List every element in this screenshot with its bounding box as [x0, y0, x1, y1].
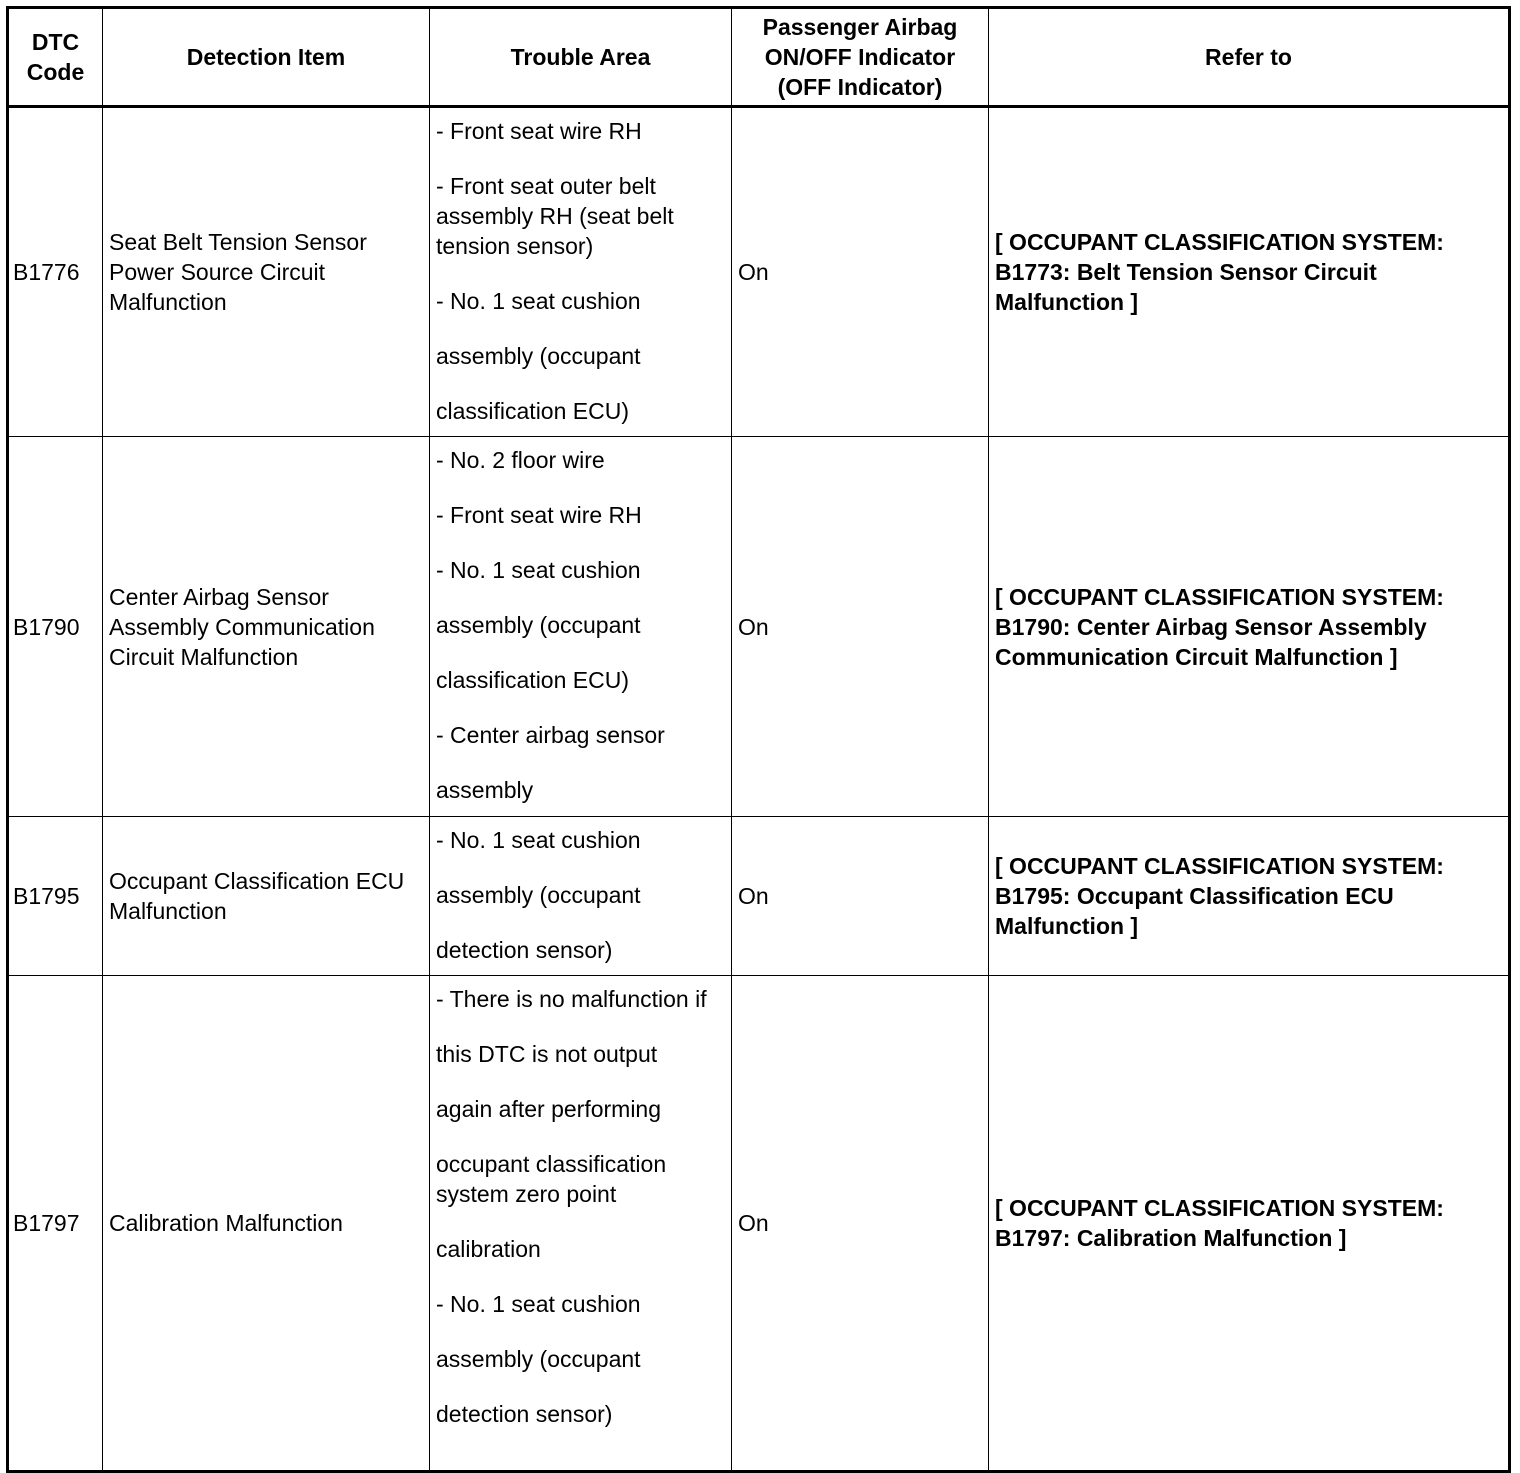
table-row [8, 107, 1510, 437]
header-indicator: Passenger Airbag ON/OFF Indicator (OFF Indicator) [732, 8, 989, 107]
header-detection-item: Detection Item [103, 8, 430, 107]
refer-to-link[interactable]: [ OCCUPANT CLASSIFICATION SYSTEM: B1795: Occupant Classification ECU Malfunction ] [989, 817, 1510, 976]
detection-item: Center Airbag Sensor Assembly Communication Circuit Malfunction [103, 437, 430, 817]
trouble-line: - No. 1 seat cushion [436, 288, 641, 314]
trouble-line: - Front seat wire RH [436, 502, 642, 528]
trouble-line: this DTC is not output [436, 1041, 658, 1067]
trouble-line: - Front seat outer belt assembly RH (seat belt tension sensor) [436, 173, 674, 259]
trouble-line: - No. 1 seat cushion [436, 827, 641, 853]
trouble-line: detection sensor) [436, 1401, 613, 1427]
dtc-code: B1790 [8, 437, 103, 817]
trouble-line: - Center airbag sensor [436, 722, 665, 748]
trouble-area [430, 976, 732, 1472]
trouble-area [430, 107, 732, 437]
trouble-area [430, 437, 732, 817]
header-trouble-area: Trouble Area [430, 8, 732, 107]
trouble-line: - Front seat wire RH [436, 118, 642, 144]
trouble-line: detection sensor) [436, 937, 613, 963]
refer-to-link[interactable]: [ OCCUPANT CLASSIFICATION SYSTEM: B1790: Center Airbag Sensor Assembly Communication Circuit Malfunction ] [989, 437, 1510, 817]
dtc-code: B1797 [8, 976, 103, 1472]
refer-to-link[interactable]: [ OCCUPANT CLASSIFICATION SYSTEM: B1797: Calibration Malfunction ] [989, 976, 1510, 1472]
trouble-area [430, 817, 732, 976]
header-refer-to: Refer to [989, 8, 1510, 107]
trouble-line: - No. 1 seat cushion [436, 557, 641, 583]
indicator-state: On [732, 817, 989, 976]
trouble-line: assembly (occupant [436, 1346, 641, 1372]
trouble-line: - No. 1 seat cushion [436, 1291, 641, 1317]
trouble-line: - There is no malfunction if [436, 986, 707, 1012]
trouble-line: assembly (occupant [436, 612, 641, 638]
trouble-line: again after performing [436, 1096, 662, 1122]
detection-item: Seat Belt Tension Sensor Power Source Circuit Malfunction [103, 107, 430, 437]
trouble-line: assembly (occupant [436, 343, 641, 369]
detection-item: Calibration Malfunction [103, 976, 430, 1472]
dtc-table [6, 6, 1511, 1473]
trouble-line: classification ECU) [436, 667, 629, 693]
trouble-line: calibration [436, 1236, 541, 1262]
trouble-line: classification ECU) [436, 398, 629, 424]
table-row [8, 817, 1510, 976]
dtc-code: B1776 [8, 107, 103, 437]
refer-to-link[interactable]: [ OCCUPANT CLASSIFICATION SYSTEM: B1773: Belt Tension Sensor Circuit Malfunction ] [989, 107, 1510, 437]
indicator-state: On [732, 976, 989, 1472]
trouble-line: assembly [436, 777, 534, 803]
table-row [8, 976, 1510, 1472]
table-row [8, 437, 1510, 817]
indicator-state: On [732, 107, 989, 437]
header-dtc-code: DTC Code [8, 8, 103, 107]
trouble-line: - No. 2 floor wire [436, 447, 605, 473]
detection-item: Occupant Classification ECU Malfunction [103, 817, 430, 976]
header-row [8, 8, 1510, 107]
dtc-code: B1795 [8, 817, 103, 976]
trouble-line: occupant classification system zero point [436, 1151, 667, 1207]
trouble-line: assembly (occupant [436, 882, 641, 908]
indicator-state: On [732, 437, 989, 817]
